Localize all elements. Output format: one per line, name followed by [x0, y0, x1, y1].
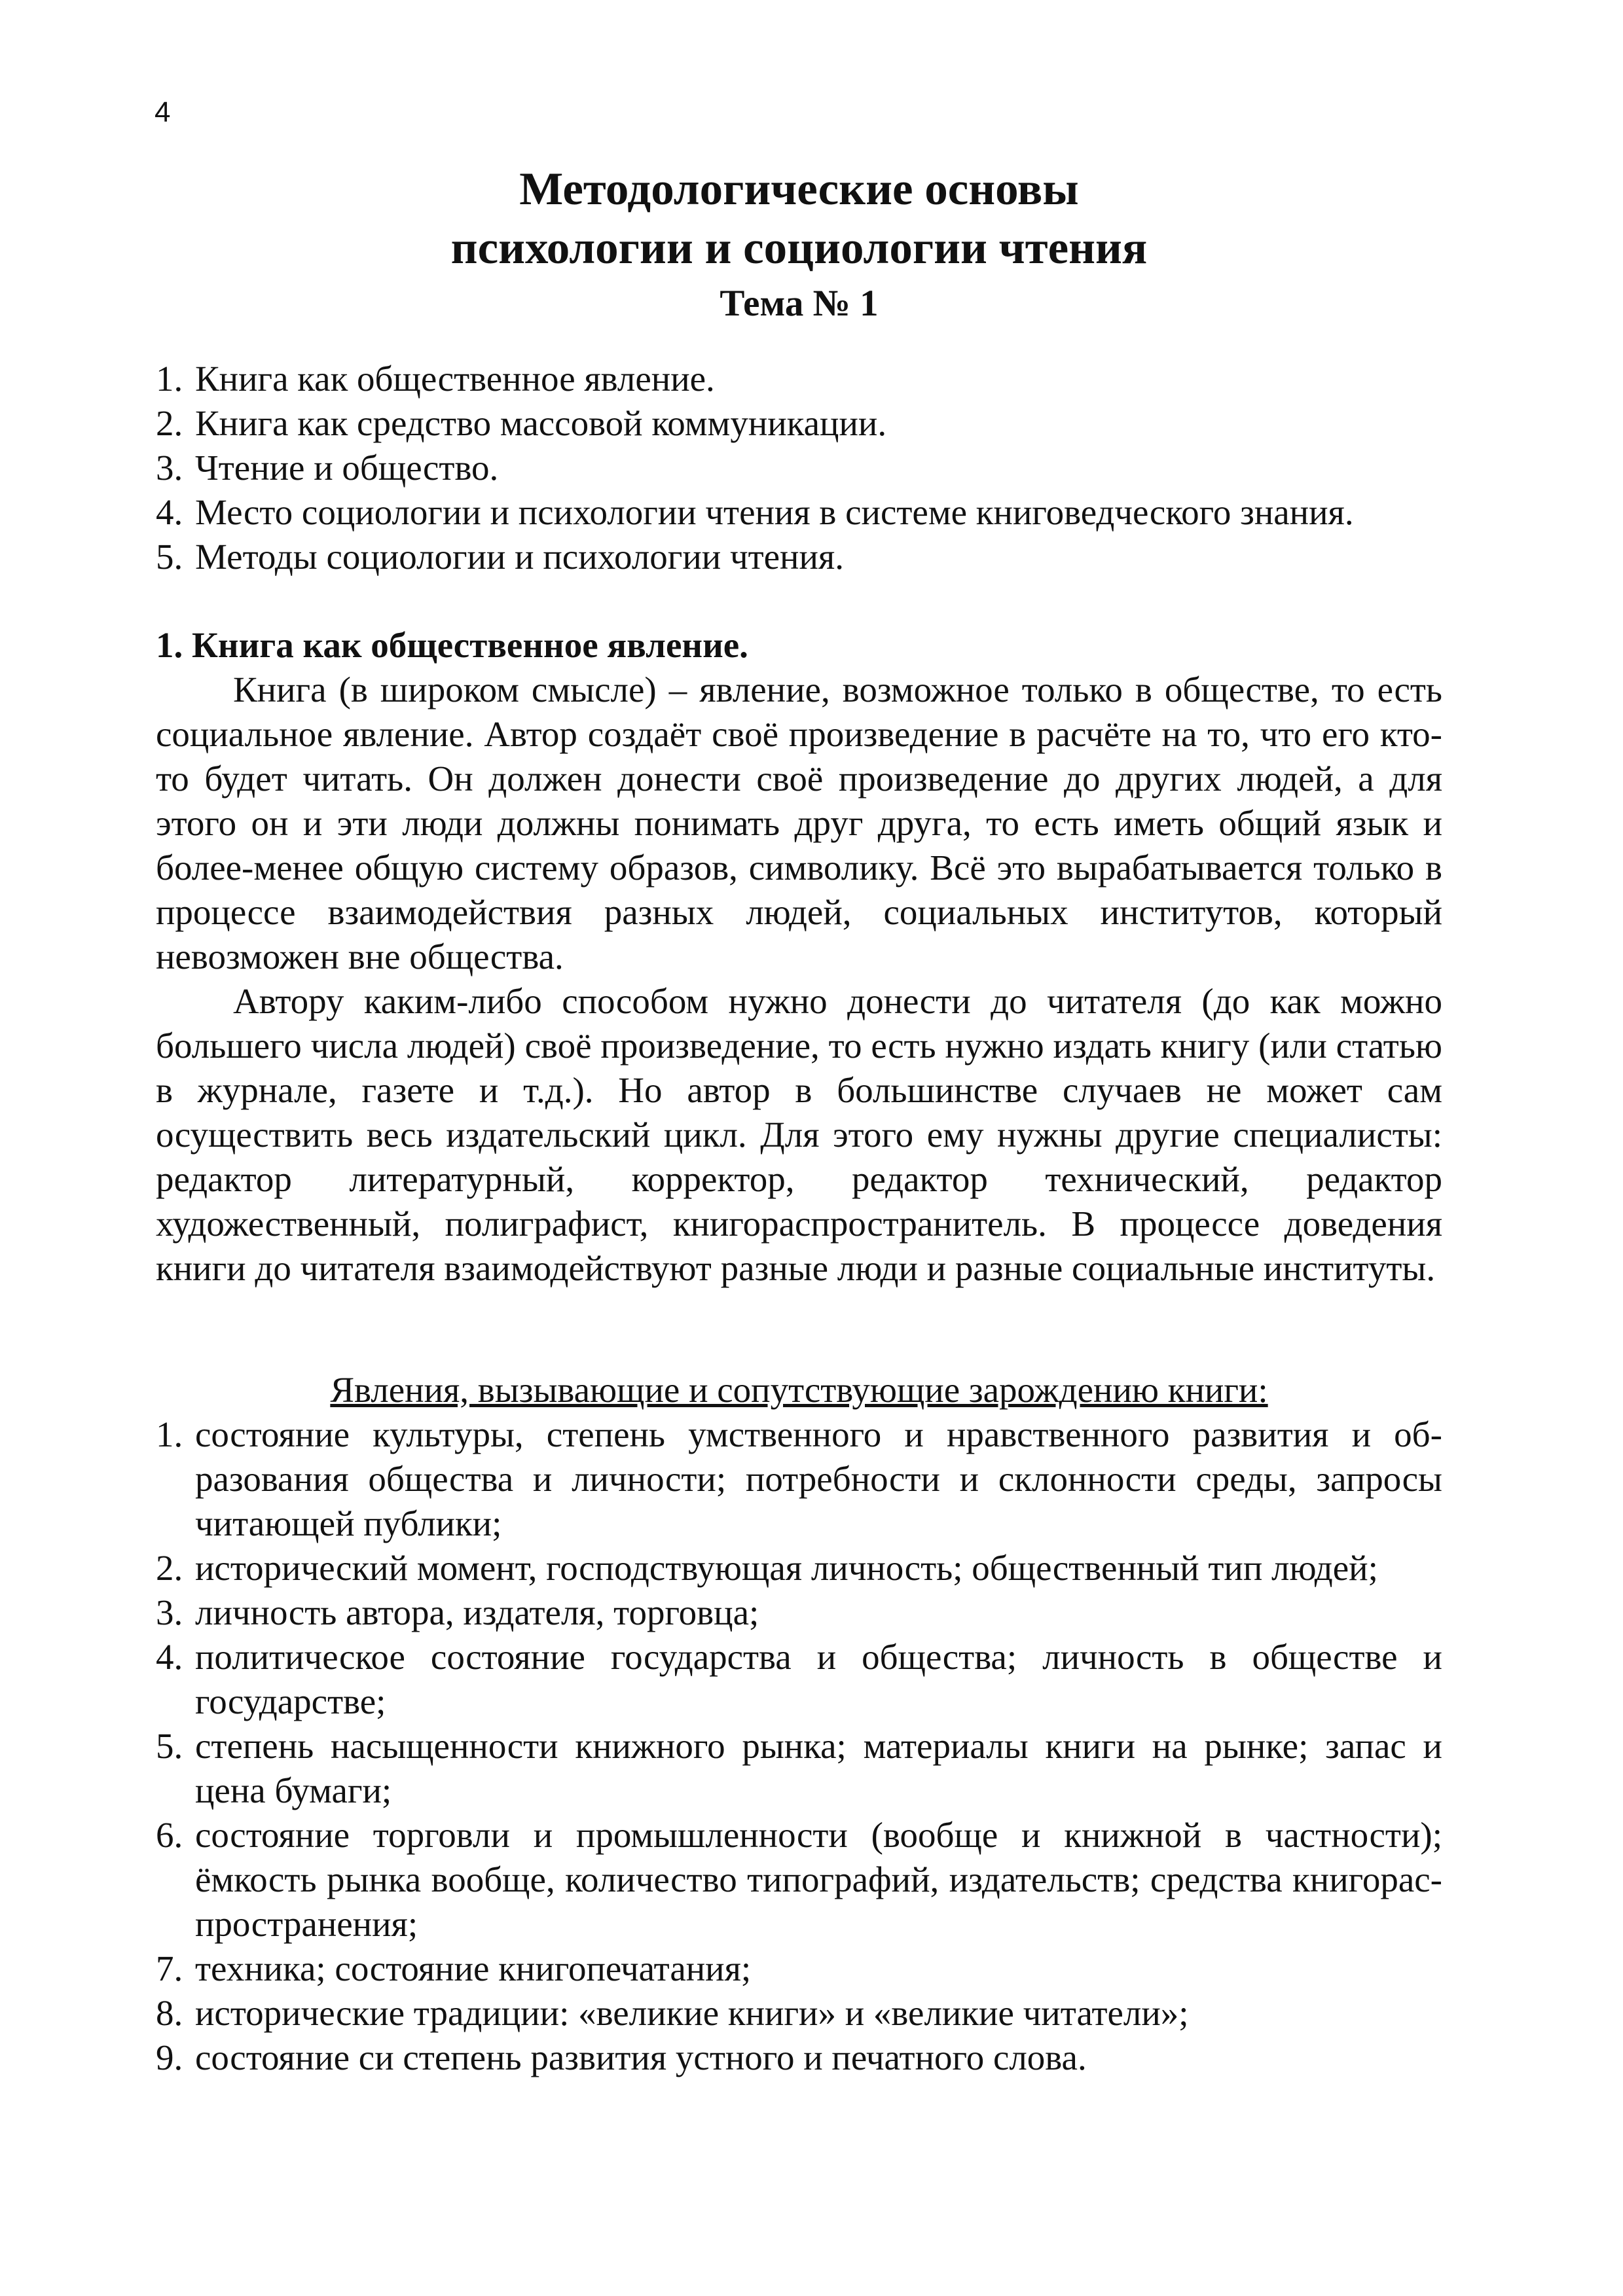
toc-item: [156, 401, 1442, 446]
list-item: [156, 1635, 1442, 1724]
list-item: [156, 1590, 1442, 1635]
list-item: [156, 1813, 1442, 1946]
list-item-number: 3.: [156, 1592, 183, 1632]
list-item-text: состояние торговли и промышленности (вообще и книжной в частности); ёмкость рынка вообще, количество типографий, издательств; средства книгораспространения;: [195, 1815, 1442, 1944]
list-item-number: 1.: [156, 1414, 183, 1454]
list-item: [156, 1991, 1442, 2036]
body-paragraph-2: Автору каким-либо способом нужно донести до читателя (до как можно большего числа людей) своё произведение, то есть нужно издать книгу (или статью в журнале, газете и т.д.). Но автор в большинстве случаев не может сам осуществить весь издательский цикл. Для этого ему нужны другие специалисты: редактор литературный, корректор, редактор технический, редактор художественный, полиграфист, книгораспространитель. В процессе доведения книги до читателя взаимодействуют разные люди и разные социальные институты.: [156, 981, 1442, 1288]
toc-item: [156, 446, 1442, 490]
toc-item-text: Место социологии и психологии чтения в системе книговедческого знания.: [195, 492, 1354, 532]
toc-item: [156, 490, 1442, 535]
toc-item-number: 2.: [156, 403, 183, 443]
title-block: [156, 160, 1442, 330]
toc-item-text: Книга как средство массовой коммуникации.: [195, 403, 887, 443]
list-item-number: 5.: [156, 1726, 183, 1766]
toc-item-text: Чтение и общество.: [195, 448, 499, 488]
toc-item-number: 4.: [156, 492, 183, 532]
phenomena-list: [156, 1412, 1442, 2080]
phenomena-section: [156, 1368, 1442, 2080]
toc-item-number: 3.: [156, 448, 183, 488]
list-item: [156, 1412, 1442, 1546]
page-number: 4: [155, 96, 171, 128]
toc-item-text: Методы социологии и психологии чтения.: [195, 537, 844, 577]
list-item-text: политическое состояние государства и общества; личность в обществе и государстве;: [195, 1637, 1442, 1721]
body-paragraph-1: Книга (в широком смысле) – явление, возможное только в обществе, то есть социальное явление. Автор создаёт своё произведение в расчёте на то, что его кто-то будет читать. Он должен донести своё произведение до других людей, а для этого он и эти люди должны понимать друг друга, то есть иметь общий язык и более-менее общую систему образов, символику. Всё это вырабатывается только в процессе взаимодействия разных людей, социальных институтов, который невозможен вне общества.: [156, 670, 1442, 977]
list-item-number: 7.: [156, 1948, 183, 1988]
section-1: [156, 623, 1442, 1291]
toc-item: [156, 535, 1442, 579]
section-heading: 1. Книга как общественное явление.: [156, 625, 748, 665]
list-item-text: исторический момент, господствующая личность; общественный тип людей;: [195, 1548, 1378, 1588]
list-item-number: 9.: [156, 2037, 183, 2077]
list-item-number: 8.: [156, 1993, 183, 2033]
list-item-text: техника; состояние книгопечатания;: [195, 1948, 752, 1988]
list-item-text: состояние си степень развития устного и печатного слова.: [195, 2037, 1087, 2077]
toc-item-number: 5.: [156, 537, 183, 577]
list-item-text: исторические традиции: «великие книги» и «великие читатели»;: [195, 1993, 1189, 2033]
topic-subtitle: Тема № 1: [720, 283, 879, 324]
list-item-text: степень насыщенности книжного рынка; материалы книги на рынке; запас и цена бумаги;: [195, 1726, 1442, 1810]
title-line-1: Методологические основы: [519, 164, 1079, 215]
list-item: [156, 1546, 1442, 1590]
list-item-text: личность автора, издателя, торговца;: [195, 1592, 759, 1632]
toc-list: [156, 357, 1442, 579]
list-item: [156, 1724, 1442, 1813]
list-item-number: 6.: [156, 1815, 183, 1855]
toc-item-text: Книга как общественное явление.: [195, 359, 715, 399]
table-of-contents: [156, 357, 1442, 579]
list-item-number: 2.: [156, 1548, 183, 1588]
list-item-text: состояние культуры, степень умственного и нравственного развития и образования общества и личности; потребности и склонности среды, запросы читающей публики;: [195, 1414, 1442, 1543]
list-item: [156, 1946, 1442, 1991]
list-item-number: 4.: [156, 1637, 183, 1677]
list-item: [156, 2036, 1442, 2080]
title-line-2: психологии и социологии чтения: [450, 223, 1148, 274]
phenomena-heading: Явления, вызывающие и сопутствующие зарождению книги:: [330, 1370, 1268, 1410]
toc-item: [156, 357, 1442, 401]
toc-item-number: 1.: [156, 359, 183, 399]
